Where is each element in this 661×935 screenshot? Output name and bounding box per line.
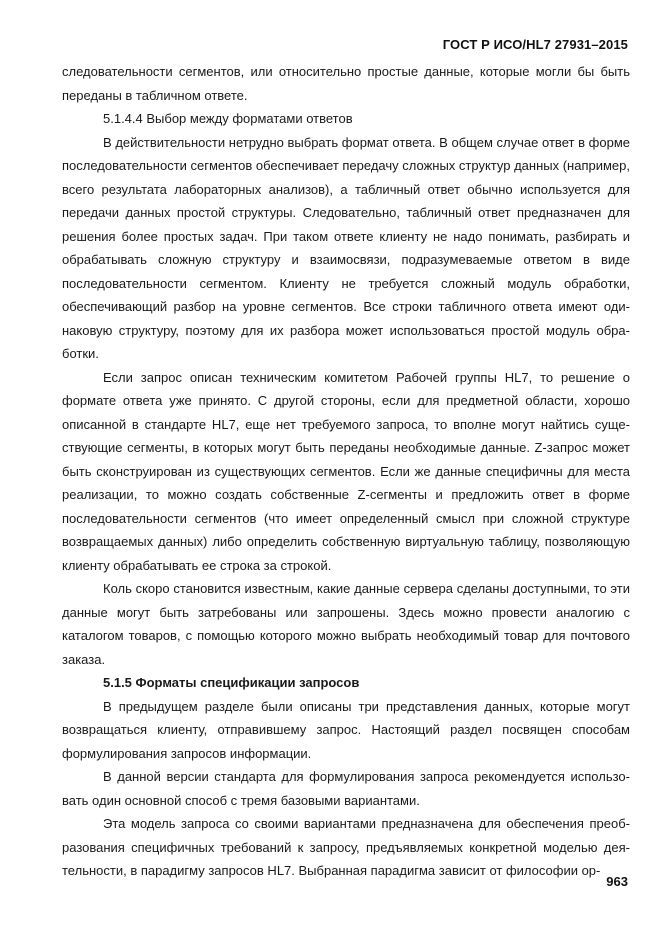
paragraph-hl7-working-group: Если запрос описан техническим комитетом Рабочей группы HL7, то решение о формате ответа уже принято. С другой стороны, если для предметной области, хорошо описанной в стандарте HL7, еще нет требуемого запроса, то вполне могут найтись существующие сегменты, в которых могут быть переданы необходимые данные. Z-запрос может быть сконструирован из существующих сегментов. Если же данные специфичны для места реализации, то можно создать собственные Z-сегменты и предложить ответ в форме последовательности сегментов (что имеет определенный смысл при сложной структуре возвращаемых данных) либо определить собственную виртуальную таблицу, позволяющую клиенту обрабатывать ее строка за строкой. xyxy=(62,369,630,573)
document-body xyxy=(62,60,630,883)
standard-header: ГОСТ Р ИСО/HL7 27931–2015 xyxy=(442,37,628,52)
section-515-heading: 5.1.5 Форматы спецификации запросов xyxy=(103,675,360,690)
continuation-paragraph: следовательности сегментов, или относительно простые данные, которые могли бы быть переданы в табличном ответе. xyxy=(62,64,630,103)
paragraph-standard-version: В данной версии стандарта для формулирования запроса рекомендуется использовать один основной способ с тремя базовыми вариантами. xyxy=(62,769,630,808)
section-5144-heading: 5.1.4.4 Выбор между форматами ответов xyxy=(103,111,353,126)
paragraph-previous-section: В предыдущем разделе были описаны три представления данных, которые могут возвращаться клиенту, отправившему запрос. Настоящий раздел посвящен способам формулирования запросов информации. xyxy=(62,698,630,761)
paragraph-response-format-choice: В действительности нетрудно выбрать формат ответа. В общем случае ответ в форме последовательности сегментов обеспечивает передачу сложных структур данных (например, всего результата лабораторных анализов), а табличный ответ обычно используется для передачи данных простой структуры. Следовательно, табличный ответ предназначен для решения более простых задач. При таком ответе клиенту не надо понимать, разбирать и обрабатывать сложную структуру и взаимосвязи, подразумеваемые ответом в виде последовательности сегментом. Клиенту не требуется сложный модуль обработки, обеспечивающий разбор на уровне сегментов. Все строки табличного ответа имеют одинаковую структуру, поэтому для их разбора может использоваться простой модуль обработки. xyxy=(62,134,630,361)
paragraph-catalog-analogy: Коль скоро становится известным, какие данные сервера сделаны доступными, то эти данные могут быть затребованы или запрошены. Здесь можно провести аналогию с каталогом товаров, с помощью которого можно выбрать необходимый товар для почтового заказа. xyxy=(62,581,630,667)
page-number: 963 xyxy=(606,874,628,889)
paragraph-query-model: Эта модель запроса со своими вариантами предназначена для обеспечения преобразования специфичных требований к запросу, предъявляемых конкретной моделью деятельности, в парадигму запросов HL7. Выбранная парадигма зависит от философии ор- xyxy=(62,816,630,878)
